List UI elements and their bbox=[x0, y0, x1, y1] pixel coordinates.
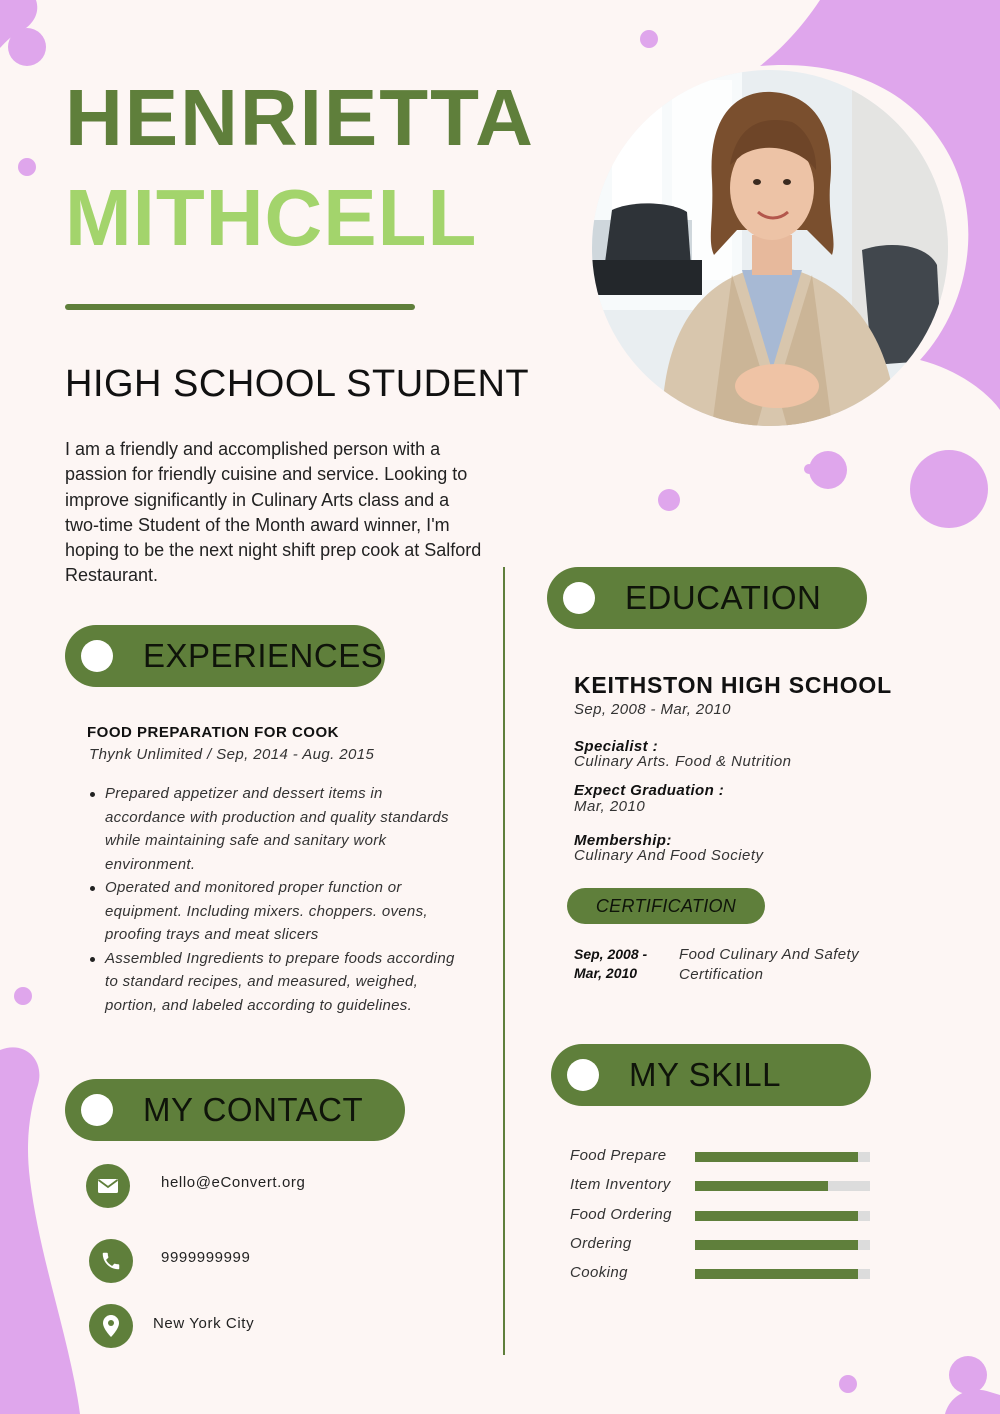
name-underline bbox=[65, 304, 415, 310]
skill-bar-fill bbox=[695, 1240, 858, 1250]
job-role: HIGH SCHOOL STUDENT bbox=[65, 363, 530, 405]
education-heading-pill bbox=[547, 567, 867, 629]
contact-heading-pill bbox=[65, 1079, 405, 1141]
certification-date-end: Mar, 2010 bbox=[574, 965, 638, 981]
skill-bar-track bbox=[695, 1211, 870, 1221]
bubble bbox=[658, 489, 680, 511]
phone-link[interactable]: 9999999999 bbox=[161, 1249, 251, 1266]
membership-label: Membership: bbox=[574, 832, 672, 849]
graduation-label: Expect Graduation : bbox=[574, 782, 725, 799]
column-divider bbox=[503, 567, 505, 1355]
job-meta: Thynk Unlimited / Sep, 2014 - Aug. 2015 bbox=[89, 746, 375, 763]
location-text: New York City bbox=[153, 1315, 255, 1332]
duty-item: Operated and monitored proper function or equipment. Including mixers. choppers. ovens, proofing trays and meat slicers bbox=[105, 876, 460, 947]
bottom-right-bubble bbox=[949, 1356, 987, 1394]
profile-photo bbox=[592, 70, 948, 426]
duty-item: Prepared appetizer and dessert items in accordance with production and quality standards while maintaining safe and sanitary work environment. bbox=[105, 782, 460, 876]
certification-date-start: Sep, 2008 - bbox=[574, 946, 648, 962]
email-link[interactable]: hello@eConvert.org bbox=[161, 1174, 306, 1191]
specialist-label: Specialist : bbox=[574, 738, 658, 755]
school-dates: Sep, 2008 - Mar, 2010 bbox=[574, 701, 731, 718]
school-name: KEITHSTON HIGH SCHOOL bbox=[574, 672, 892, 698]
bullet-dot-icon bbox=[567, 1059, 599, 1091]
skills-heading-pill bbox=[551, 1044, 871, 1106]
small-bubble bbox=[14, 987, 32, 1005]
skill-name: Food Prepare bbox=[570, 1147, 667, 1164]
top-left-bubble bbox=[8, 28, 46, 66]
job-title: FOOD PREPARATION FOR COOK bbox=[87, 724, 339, 741]
skill-bar-track bbox=[695, 1152, 870, 1162]
skill-row bbox=[570, 1233, 872, 1255]
skill-bar-fill bbox=[695, 1181, 828, 1191]
bullet-dot-icon bbox=[81, 640, 113, 672]
skill-name: Cooking bbox=[570, 1264, 628, 1281]
skill-bar-fill bbox=[695, 1269, 858, 1279]
certification-heading-pill bbox=[567, 888, 765, 924]
certification-name: Food Culinary And Safety Certification bbox=[679, 946, 859, 983]
duty-item: Assembled Ingredients to prepare foods according to standard recipes, and measured, weighed, portion, and labeled according to guidelines. bbox=[105, 947, 460, 1018]
bubble bbox=[809, 451, 847, 489]
small-bubble bbox=[640, 30, 658, 48]
skill-bar-fill bbox=[695, 1211, 858, 1221]
skill-bar-track bbox=[695, 1269, 870, 1279]
experiences-heading-pill bbox=[65, 625, 385, 687]
skill-bar-fill bbox=[695, 1152, 858, 1162]
location-pin-icon bbox=[89, 1304, 133, 1348]
contact-heading: MY CONTACT bbox=[143, 1091, 364, 1128]
certification-date bbox=[574, 945, 664, 983]
profile-summary: I am a friendly and accomplished person with a passion for friendly cuisine and service. Looking to improve significantly in Culinary Arts class and a two-time Student of the Month award winner, I'm hoping to be the next night shift prep cook at Salford Restaurant. bbox=[65, 439, 482, 586]
bullet-dot-icon bbox=[563, 582, 595, 614]
skill-bar-track bbox=[695, 1240, 870, 1250]
skills-heading: MY SKILL bbox=[629, 1056, 781, 1093]
bottom-right-blob bbox=[945, 1390, 1000, 1414]
specialist-value: Culinary Arts. Food & Nutrition bbox=[574, 753, 792, 770]
first-name: HENRIETTA bbox=[65, 73, 535, 162]
skill-bar-track bbox=[695, 1181, 870, 1191]
job-duties bbox=[105, 782, 460, 1017]
bullet-dot-icon bbox=[81, 1094, 113, 1126]
education-heading: EDUCATION bbox=[625, 579, 822, 616]
membership-value: Culinary And Food Society bbox=[574, 847, 764, 864]
phone-icon bbox=[89, 1239, 133, 1283]
skill-row bbox=[570, 1204, 872, 1226]
envelope-icon bbox=[86, 1164, 130, 1208]
experiences-heading: EXPERIENCES bbox=[143, 637, 384, 674]
large-bubble bbox=[910, 450, 988, 528]
bubble bbox=[804, 464, 814, 474]
skill-row bbox=[570, 1145, 872, 1167]
skill-name: Food Ordering bbox=[570, 1206, 672, 1223]
skill-name: Ordering bbox=[570, 1235, 632, 1252]
skill-row bbox=[570, 1174, 872, 1196]
skill-row bbox=[570, 1262, 872, 1284]
small-bubble bbox=[839, 1375, 857, 1393]
skill-name: Item Inventory bbox=[570, 1176, 671, 1193]
certification-heading: CERTIFICATION bbox=[595, 896, 737, 916]
graduation-value: Mar, 2010 bbox=[574, 798, 646, 815]
small-bubble bbox=[18, 158, 36, 176]
last-name: MITHCELL bbox=[65, 173, 478, 262]
